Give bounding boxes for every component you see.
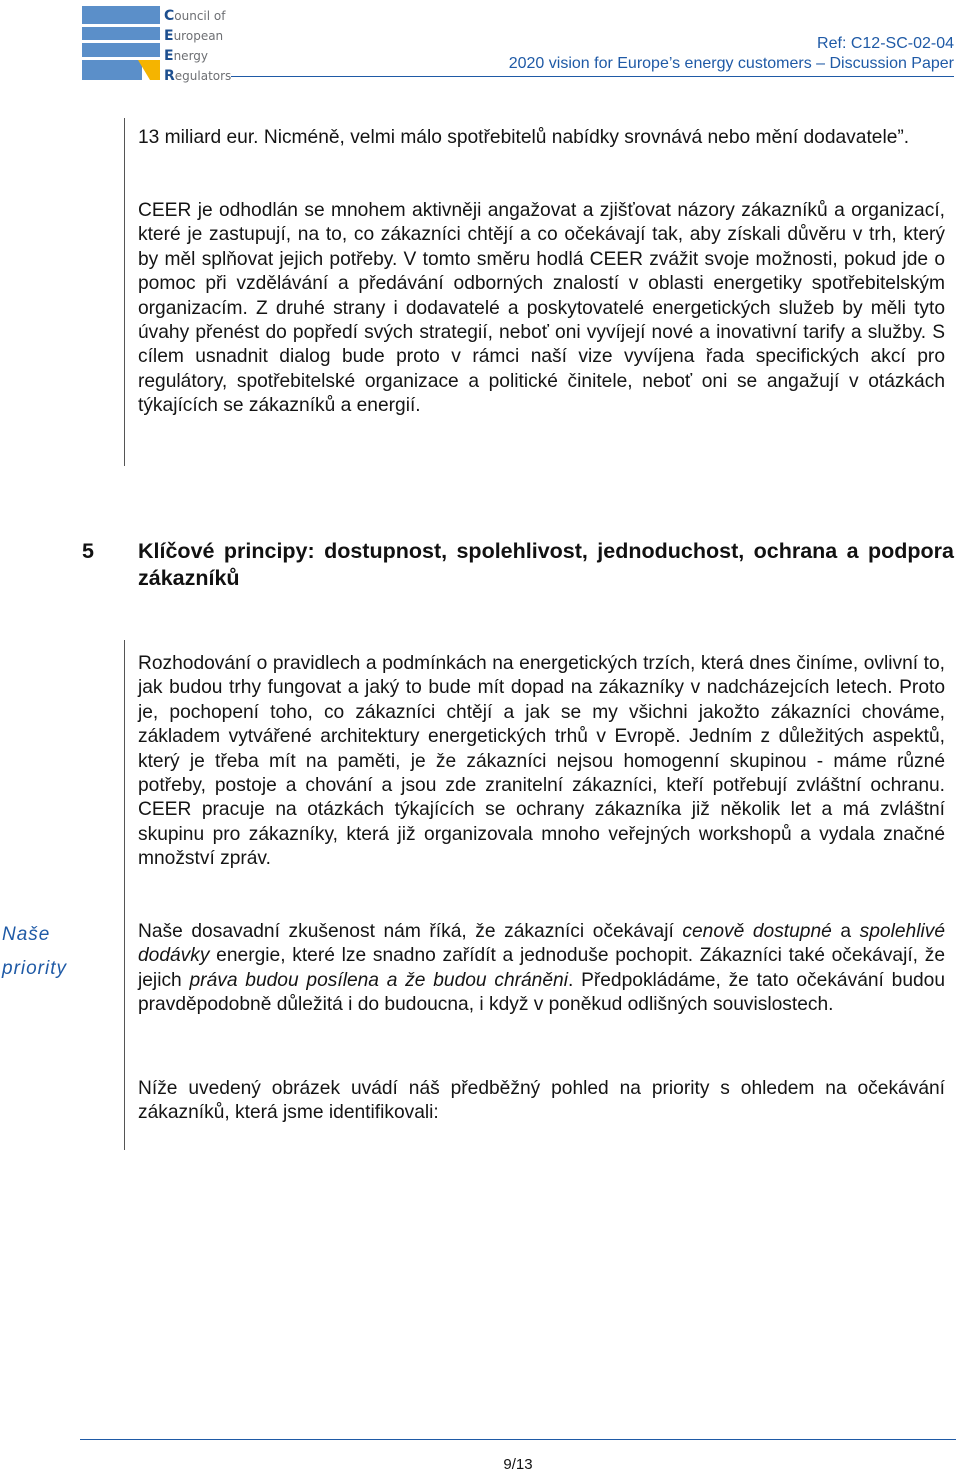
logo-wordmark: Council of European Energy Regulators: [164, 8, 232, 84]
paragraph-4: Naše dosavadní zkušenost nám říká, že zákazníci očekávají cenově dostupné a spolehlivé dodávky energie, které lze snadno zařídít a jednoduše pochopit. Zákazníci také očekávají, že jejich práva budou posílena a že budou chráněni. Předpokládáme, že tato očekávání budou pravděpodobně důležitá i do budoucna, i když v poněkud odlišných souvislostech.: [138, 921, 946, 1016]
ceer-logo: [82, 6, 232, 82]
section-number: 5: [82, 539, 94, 563]
footer-rule: [80, 1439, 956, 1440]
margin-bar-top: [124, 118, 125, 466]
header-rule: [231, 76, 954, 77]
header-info: [509, 34, 954, 74]
section-title: Klíčové principy: dostupnost, spolehlivost, jednoduchost, ochrana a podpora zákazníků: [138, 539, 954, 590]
side-note-line-2: priority: [2, 958, 68, 979]
margin-bar-bottom: [124, 640, 125, 1150]
paragraph-2: CEER je odhodlán se mnohem aktivněji angažovat a zjišťovat názory zákazníků a organizací, které je zastupují, na to, co zákazníci chtějí a co očekávají tak, aby získali důvěru v trh, který by měl splňovat jejich potřeby. V tomto směru hodlá CEER zvážit svoje možnosti, pokud jde o pomoc při vzdělávání a předávání odborných znalostí v oblasti energetiky spotřebitelským organizacím. Z druhé strany i dodavatelé a poskytovatelé energetických služeb by měli tyto úvahy přenést do popředí svých strategií, neboť oni vyvíjejí nové a inovativní tarify a služby. S cílem usnadnit dialog bude proto v rámci naší vize vyvíjena řada specifických akcí pro regulátory, spotřebitelské organizace a politické činitele, neboť oni se angažují v otázkách týkajících se zákazníků a energií.: [138, 200, 945, 417]
side-note-line-1: Naše: [2, 924, 51, 945]
document-subtitle: 2020 vision for Europe’s energy customers – Discussion Paper: [508, 55, 954, 72]
paragraph-3: Rozhodování o pravidlech a podmínkách na energetických trzích, která dnes činíme, ovlivní to, jak budou trhy fungovat a jaký to bude mít dopad na zákazníky v nadcházejcích letech. Proto je, pochopení toho, co zákazníci chtějí a jak se my všichni jakožto zákazníci chováme, základem vytvářené architektury energetických trhů v Evropě. Jedním z důležitých aspektů, který je třeba mít na paměti, je že zákazníci nejsou homogenní skupinou - máme různé potřeby, postoje a chování a jsou zde zranitelní zákazníci, kteří potřebují zvláštní ochranu. CEER pracuje na otázkách týkajících se ochrany zákazníka již několik let a má zvláštní skupinu pro zákazníky, která již organizovala mnoho veřejných workshopů a vydala značné množství zpráv.: [138, 653, 945, 870]
logo-mark: [82, 6, 164, 82]
paragraph-5: Níže uvedený obrázek uvádí náš předběžný pohled na priority s ohledem na očekávání zákazníků, která jsme identifikovali:: [138, 1078, 945, 1124]
document-ref: Ref: C12-SC-02-04: [817, 35, 954, 52]
paragraph-1: 13 miliard eur. Nicméně, velmi málo spotřebitelů nabídky srovnává nebo mění dodavatele”.: [138, 127, 910, 148]
side-note-priorities: [2, 918, 112, 986]
page-number: 9/13: [503, 1456, 533, 1473]
